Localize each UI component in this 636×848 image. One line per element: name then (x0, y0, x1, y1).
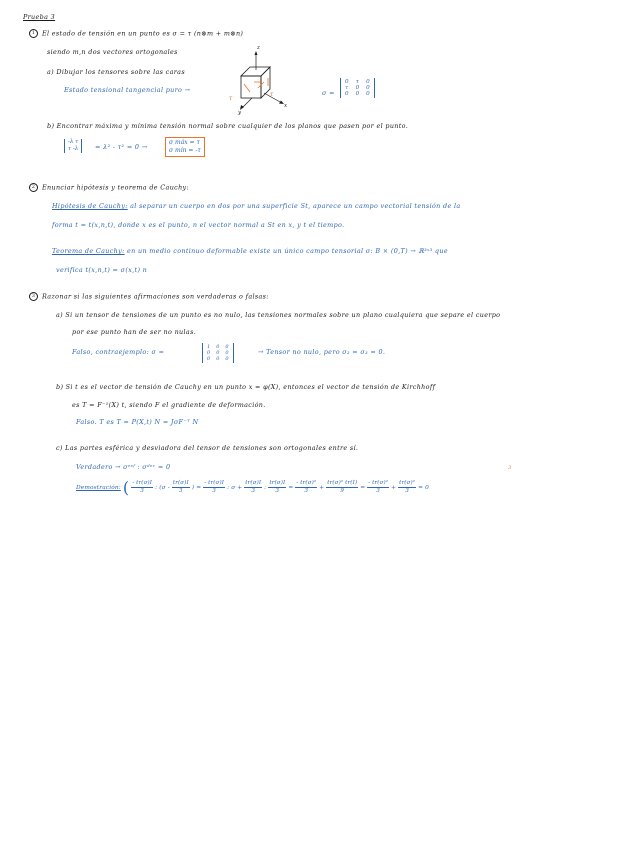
q1-number: 1 (29, 29, 38, 38)
sigma-max: σ máx = τ (169, 139, 200, 146)
frac-num: tr(σ)² (399, 480, 416, 486)
frac-den: 3 (178, 488, 183, 494)
tau-label-right: τ (270, 91, 274, 98)
q3-statement-text: Razonar si las siguientes afirmaciones son verdaderas o falsas: (42, 292, 269, 301)
frac-num: tr(σ)I (172, 480, 189, 486)
hyp-title: Hipótesis de Cauchy: (52, 202, 128, 210)
q3-a-answer: Falso, contraejemplo: σ = (72, 348, 165, 356)
m-cell: 0 (355, 91, 360, 97)
m-cell: 0 (225, 350, 229, 356)
m-cell: 0 (366, 91, 370, 97)
tau-arrow-front (244, 84, 250, 92)
q1-line2: siendo m,n dos vectores ortogonales (47, 48, 178, 56)
cube-side-face (261, 67, 270, 98)
sigma-equals: σ = (322, 89, 335, 97)
demo-title: Demostración: (76, 485, 121, 491)
frac-den: 3 (251, 488, 256, 494)
m-cell: τ (355, 79, 359, 85)
tau-label-left: τ (229, 95, 233, 102)
m-cell: 0 (225, 356, 229, 362)
q2-thm-line2: verifica t(x,n,t) = σ(x,t) n (56, 266, 148, 274)
demo-op: = (360, 485, 366, 491)
demo-op: : (σ - (155, 485, 170, 491)
q1-statement (29, 29, 243, 38)
demo-op: : σ + (227, 485, 243, 491)
thm-title: Teorema de Cauchy: (52, 247, 125, 255)
y-axis (242, 98, 252, 108)
sigma-min: σ mín = -τ (169, 147, 201, 154)
frac-num: - tr(σ)² (296, 480, 317, 486)
q1-statement-text: El estado de tensión en un punto es σ = τ (n⊗m + m⊗n) (42, 29, 244, 38)
q2-thm-line1 (52, 247, 448, 255)
thm-text-1: en un medio continuo deformable existe un único campo tensorial σ: B × (0,T) → ℝ³ˣ³ que (127, 247, 448, 255)
page-title: Prueba 3 (23, 13, 56, 21)
q3-a-label-2: por ese punto han de ser no nulas. (72, 328, 197, 336)
q3-b-label-2: es T = F⁻¹(X) t, siendo F el gradiente de deformación. (72, 401, 266, 409)
q3-c-label: c) Las partes esférica y desviadora del tensor de tensiones son ortogonales entre sí. (56, 444, 359, 452)
m-cell: 0 (366, 85, 370, 91)
frac-num: tr(σ)I (245, 480, 262, 486)
demo-frac-1 (131, 480, 153, 495)
axis-y-label: y (238, 110, 242, 116)
demo-op: ) = (191, 485, 202, 491)
q3-b-label-1: b) Si t es el vector de tensión de Cauchy en un punto x = φ(X), entonces el vector de tensión de Kirchhoff (56, 383, 436, 391)
m-cell: 0 (216, 356, 220, 362)
demo-open-paren: ( (122, 478, 130, 497)
demo-frac-5 (268, 480, 286, 495)
q2-number: 2 (29, 183, 38, 192)
frac-num: - tr(σ)I (204, 480, 225, 486)
demo-frac-7 (326, 480, 358, 495)
axis-z-label: z (257, 45, 261, 51)
det-equation: = λ² - τ² = 0 → (95, 143, 148, 151)
m-cell: 0 (207, 356, 211, 362)
axis-x-label: x (284, 103, 288, 109)
demo-op: = (288, 485, 294, 491)
frac-num: tr(σ)I (269, 480, 286, 486)
demonstration-line (76, 478, 429, 497)
q3-b-answer: Falso. T es T = P(X,t) N = JσF⁻ᵀ N (76, 418, 199, 426)
det-row-1: -λ τ (68, 139, 79, 145)
demo-frac-3 (203, 480, 225, 495)
frac-den: 3 (304, 488, 309, 494)
demo-frac-2 (172, 480, 190, 495)
m-cell: 0 (355, 85, 360, 91)
hyp-text-1: al separar un cuerpo en dos por una superficie St, aparece un campo vectorial tensión de la (130, 202, 461, 210)
m-cell: 0 (345, 79, 349, 85)
demo-annotation: 3 (508, 465, 512, 471)
q3-statement (29, 292, 269, 301)
q3-c-answer: Verdadero → σᵉˢᶠ : σᵈᵉᵛ = 0 (76, 463, 171, 471)
demo-op: : (264, 485, 267, 491)
frac-den: 3 (140, 488, 144, 494)
q3-a-after: → Tensor no nulo, pero σ₂ = σ₃ = 0. (258, 348, 386, 356)
frac-den: 3 (376, 488, 381, 494)
q3-number: 3 (29, 292, 38, 301)
q2-statement-text: Enunciar hipótesis y teorema de Cauchy: (42, 183, 190, 192)
q1-a-answer: Estado tensional tangencial puro → (64, 86, 191, 94)
frac-den: 3 (405, 488, 409, 494)
determinant (64, 139, 82, 153)
frac-num: tr(σ)² tr(I) (327, 480, 358, 486)
demo-frac-8 (367, 480, 389, 495)
m-cell: 0 (366, 79, 370, 85)
frac-num: - tr(σ)² (368, 480, 389, 486)
m-cell: 1 (207, 344, 211, 350)
demo-op: + (319, 485, 325, 491)
m-cell: 0 (207, 350, 211, 356)
det-row-2: τ -λ (68, 146, 79, 152)
q2-hyp-line2: forma t = t(x,n,t), donde x es el punto, n el vector normal a St en x, y t el tiempo. (52, 221, 345, 229)
q1-b-label: b) Encontrar máxima y mínima tensión normal sobre cualquier de los planos que pasen por el punto. (47, 122, 409, 130)
frac-den: 9 (340, 488, 345, 494)
q3-a-label-1: a) Si un tensor de tensiones de un punto es no nulo, las tensiones normales sobre un plano cualquiera que separe el cuerpo (56, 311, 501, 319)
m-cell: τ (345, 85, 349, 91)
demo-frac-6 (295, 480, 317, 495)
demo-op: + (391, 485, 397, 491)
demo-frac-4 (244, 480, 262, 495)
sigma-matrix-q1 (340, 78, 375, 98)
demo-frac-9 (398, 480, 416, 495)
sigma-matrix-q3 (202, 343, 234, 363)
m-cell: 0 (225, 344, 229, 350)
q2-hyp-line1 (52, 202, 461, 210)
frac-den: 3 (212, 488, 216, 494)
q2-statement (29, 183, 189, 192)
cube-front-face (241, 76, 261, 98)
q1-a-label: a) Dibujar los tensores sobre las caras (47, 68, 185, 76)
m-cell: 0 (216, 344, 220, 350)
m-cell: 0 (216, 350, 220, 356)
demo-op: = 0 (418, 485, 430, 491)
frac-den: 3 (275, 488, 280, 494)
max-min-box (165, 137, 205, 157)
frac-num: - tr(σ)I (132, 480, 153, 486)
m-cell: 0 (345, 91, 349, 97)
